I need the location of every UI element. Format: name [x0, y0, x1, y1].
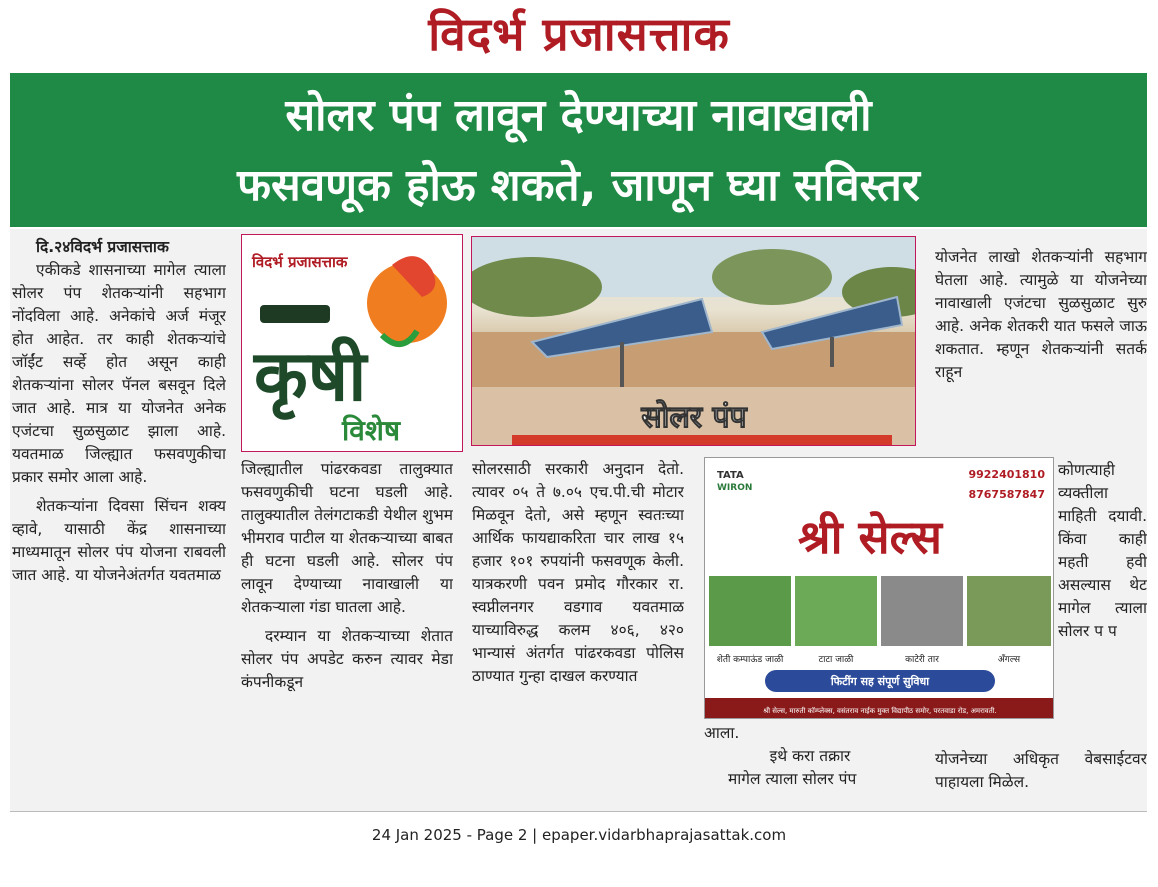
paragraph: आला.: [704, 724, 740, 742]
krishi-logo-art: [242, 235, 463, 452]
ad-phone-2: 8767587847: [968, 488, 1045, 501]
article-column-3: [472, 458, 684, 798]
krishi-brand: विदर्भ प्रजासत्ताक: [252, 253, 348, 271]
ad-banner: फिटींग सह संपूर्ण सुविधा: [830, 675, 930, 688]
article-column-5-bottom: [935, 748, 1147, 798]
masthead: विदर्भ प्रजासत्ताक: [428, 7, 730, 61]
headline-line-1: सोलर पंप लावून देण्याच्या नावाखाली: [285, 90, 872, 141]
paragraph: योजनेत लाखो शेतकऱ्यांनी सहभाग घेतला आहे. त्यामुळे या योजनेच्या नावाखाली एजंटचा सुळसुळाट सुरु आहे. अनेक शेतकरी यात फसले जाऊ शकतात. म्हणून शेतकऱ्यांनी सतर्क राहून: [935, 248, 1147, 381]
article-column-2: [241, 458, 453, 798]
krishi-tag: विशेष: [342, 414, 401, 447]
paragraph: एकीकडे शासनाच्या मागेल त्याला सोलर पंप शेतकऱ्यांनी सहभाग नोंदविला आहे. अनेकांचे अर्ज मंजूर होत आहेत. तर काही शेतकऱ्यांचे जॉईंट सर्व्हे होत असून काही शेतकऱ्यांना सोलर पॅनल बसवून दिले जात आहे. मात्र या योजनेत अनेक एजंटचा सुळसुळाट झाला आहे. यवतमाळ जिल्ह्यात फसवणुकीचा प्रकार समोर आला आहे.: [12, 261, 226, 486]
ad-item-4: अँगल्स: [997, 655, 1021, 665]
paragraph: जिल्ह्यातील पांढरकवडा तालुक्यात फसवणुकीची घटना घडली आहे. तालुक्यातील तेलंगटाकडी येथील शुभम भीमराव पाटील या शेतकऱ्याच्या बाबत ही घटना घडली आहे. सोलर पंप लावून देण्याच्या नावाखाली या शेतकऱ्याला गंडा घातला आहे.: [241, 460, 453, 616]
article-column-4: [704, 722, 916, 802]
headline-line-2: फसवणूक होऊ शकते, जाणून घ्या सविस्तर: [237, 160, 920, 211]
krishi-vishesh-logo: [241, 234, 463, 452]
dateline: दि.२४विदर्भ प्रजासत्ताक: [36, 238, 169, 256]
paragraph: शेतकऱ्यांना दिवसा सिंचन शक्य व्हावे, यासाठी केंद्र शासनाच्या माध्यमातून सोलर पंप योजना राबवली जात आहे. या योजनेअंतर्गत यवतमाळ: [12, 497, 226, 584]
ad-brand: श्री सेल्स: [798, 510, 942, 564]
ad-wiron: WIRON: [717, 483, 753, 493]
solar-pump-photo: [471, 236, 916, 446]
bottom-rule: [10, 811, 1147, 812]
article-column-5-narrow: [1058, 459, 1147, 739]
subhead: इथे करा तक्रार: [769, 747, 851, 765]
ad-art: [705, 458, 1054, 719]
ad-item-3: काटेरी तार: [905, 655, 939, 665]
ad-item-2: टाटा जाळी: [818, 655, 854, 665]
footer: 24 Jan 2025 - Page 2 | epaper.vidarbhaprajasattak.com: [371, 826, 787, 844]
paragraph: योजनेच्या अधिकृत वेबसाईटवर पाहायला मिळेल.: [935, 750, 1147, 791]
paragraph: दरम्यान या शेतकऱ्याच्या शेतात सोलर पंप अपडेट करुन त्यावर मेडा कंपनीकडून: [241, 627, 453, 691]
shree-sales-ad: [704, 457, 1054, 719]
ad-tata: TATA: [717, 470, 744, 481]
article-column-5-top: [935, 246, 1147, 453]
solar-photo-caption: सोलर पंप: [641, 400, 747, 435]
ad-phone-1: 9922401810: [968, 468, 1045, 481]
paragraph: कोणत्याही व्यक्तीला माहिती दयावी. किंवा काही महती हवी असल्यास थेट मागेल त्याला सोलर प प: [1058, 461, 1147, 640]
solar-photo-art: [472, 237, 916, 446]
paragraph: सोलरसाठी सरकारी अनुदान देतो. त्यावर ०५ ते ७.०५ एच.पी.ची मोटार मिळवून देतो, असे म्हणून स्वतःच्या आर्थिक फायद्याकरिता चार लाख १५ हजार १०१ रुपयांनी फसवणूक केली. यात्रकरणी पवन प्रमोद गौरकार रा. स्वप्नीलनगर वडगाव यवतमाळ याच्याविरुद्ध कलम ४०६, ४२० भान्यासं अंतर्गत पांढरकवडा पोलिस ठाण्यात गुन्हा दाखल करण्यात: [472, 460, 684, 685]
paragraph: मागेल त्याला सोलर पंप: [728, 770, 857, 788]
ad-address: श्री सेल्स, मारुती कॉम्प्लेक्स, वसंतराव नाईक मुक्त विद्यापीठ समोर, परतवाडा रोड, अमरावती.: [763, 707, 997, 715]
krishi-word: कृषी: [254, 335, 367, 417]
ad-item-1: शेती कम्पाऊंड जाळी: [716, 655, 784, 665]
article-column-1: [12, 236, 226, 786]
headline: [10, 73, 1147, 227]
